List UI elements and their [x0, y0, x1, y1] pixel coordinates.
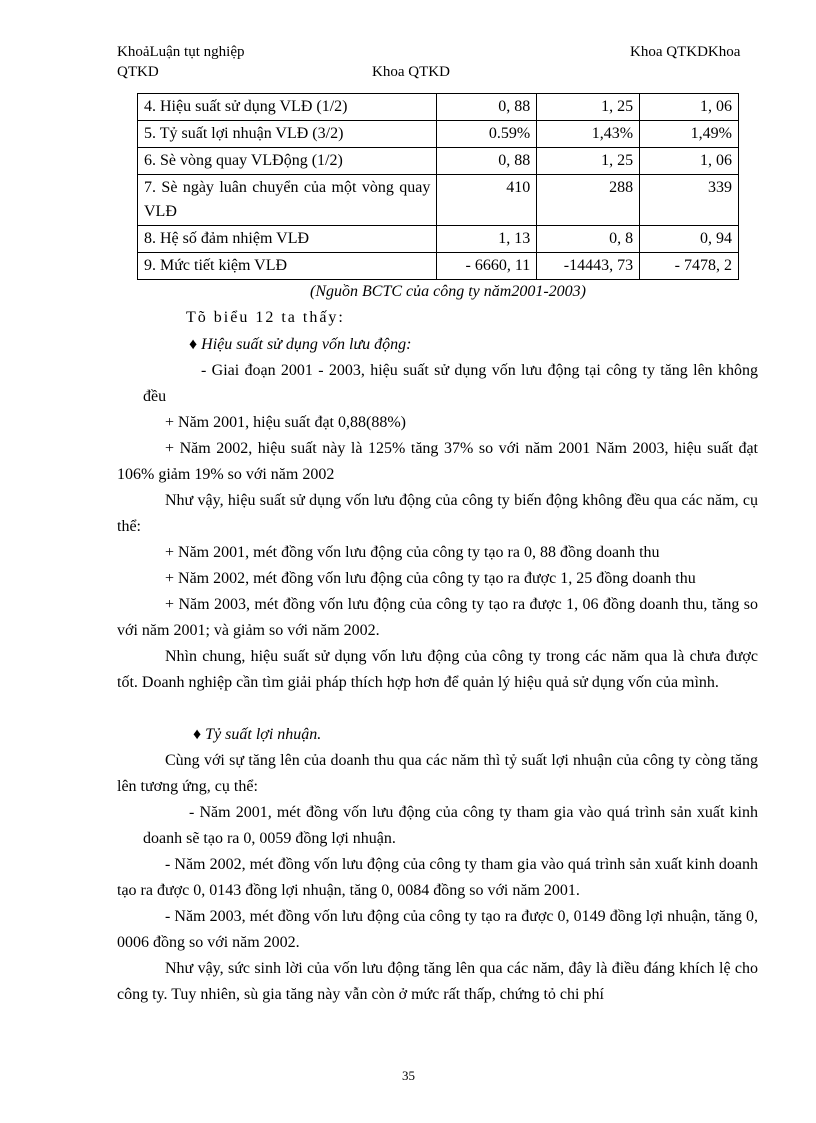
intro-line: Tõ biểu 12 ta thấy: — [186, 309, 345, 326]
page-number: 35 — [402, 1068, 415, 1083]
row-label: 8. Hệ số đảm nhiệm VLĐ — [138, 226, 437, 253]
paragraph: + Năm 2002, mét đồng vốn lưu động của công ty tạo ra được 1, 25 đồng doanh thu — [165, 570, 696, 587]
cell-2001: 0, 88 — [437, 94, 537, 121]
header-right: Khoa QTKDKhoa — [630, 44, 741, 60]
cell-2001: 1, 13 — [437, 226, 537, 253]
paragraph: Nhìn chung, hiệu suất sử dụng vốn lưu động của công ty trong các năm qua là chưa được tốt. Doanh nghiệp cần tìm giải pháp thích hợp hơn để quản lý hiệu quả sử dụng vốn của mình. — [117, 648, 758, 691]
header-left-line1: KhoảLuận tụt nghiệp — [117, 44, 245, 60]
table-row — [138, 121, 739, 148]
paragraph: + Năm 2001, hiệu suất đạt 0,88(88%) — [165, 414, 406, 431]
cell-2003: 1, 06 — [640, 148, 739, 175]
cell-2003: - 7478, 2 — [640, 253, 739, 280]
cell-2002: 1,43% — [537, 121, 640, 148]
heading-efficiency: ♦ Hiệu suất sử dụng vốn lưu động: — [189, 336, 412, 353]
cell-2001: 0, 88 — [437, 148, 537, 175]
paragraph: - Năm 2001, mét đồng vốn lưu động của công ty tham gia vào quá trình sản xuất kinh doanh sẽ tạo ra 0, 0059 đồng lợi nhuận. — [143, 804, 758, 847]
paragraph: - Năm 2002, mét đồng vốn lưu động của công ty tham gia vào quá trình sản xuất kinh doanh tạo ra được 0, 0143 đồng lợi nhuận, tăng 0, 0084 đồng so với năm 2001. — [117, 856, 758, 899]
cell-2001: 410 — [437, 175, 537, 226]
paragraph: + Năm 2001, mét đồng vốn lưu động của công ty tạo ra 0, 88 đồng doanh thu — [165, 544, 660, 561]
cell-2003: 1, 06 — [640, 94, 739, 121]
cell-2003: 0, 94 — [640, 226, 739, 253]
paragraph: - Năm 2003, mét đồng vốn lưu động của công ty tạo ra được 0, 0149 đồng lợi nhuận, tăng 0, 0006 đồng so với năm 2002. — [117, 908, 758, 951]
cell-2002: 1, 25 — [537, 94, 640, 121]
source-note: (Nguồn BCTC của công ty năm2001-2003) — [310, 283, 586, 300]
indicator-table — [137, 93, 739, 280]
row-label: 7. Sè ngày luân chuyển của một vòng quay VLĐ — [138, 175, 437, 226]
paragraph: Như vậy, hiệu suất sử dụng vốn lưu động của công ty biến động không đều qua các năm, cụ thể: — [117, 492, 758, 535]
row-label: 6. Sè vòng quay VLĐộng (1/2) — [138, 148, 437, 175]
header-left-line2: QTKD — [117, 64, 159, 80]
cell-2002: 288 — [537, 175, 640, 226]
paragraph: + Năm 2003, mét đồng vốn lưu động của công ty tạo ra được 1, 06 đồng doanh thu, tăng so với năm 2001; và giảm so với năm 2002. — [117, 596, 758, 639]
header-center: Khoa QTKD — [372, 64, 450, 80]
cell-2003: 1,49% — [640, 121, 739, 148]
table-row — [138, 148, 739, 175]
cell-2002: -14443, 73 — [537, 253, 640, 280]
paragraph: - Giai đoạn 2001 - 2003, hiệu suất sử dụng vốn lưu động tại công ty tăng lên không đều — [143, 362, 758, 405]
table-row — [138, 253, 739, 280]
heading-profit-rate: ♦ Tỷ suất lợi nhuận. — [193, 726, 322, 743]
cell-2002: 1, 25 — [537, 148, 640, 175]
row-label: 4. Hiệu suất sử dụng VLĐ (1/2) — [138, 94, 437, 121]
row-label: 9. Mức tiết kiệm VLĐ — [138, 253, 437, 280]
cell-2002: 0, 8 — [537, 226, 640, 253]
cell-2003: 339 — [640, 175, 739, 226]
paragraph: Cùng với sự tăng lên của doanh thu qua các năm thì tỷ suất lợi nhuận của công ty còng tăng lên tương ứng, cụ thể: — [117, 752, 758, 795]
row-label: 5. Tỷ suất lợi nhuận VLĐ (3/2) — [138, 121, 437, 148]
paragraph: + Năm 2002, hiệu suất này là 125% tăng 37% so với năm 2001 Năm 2003, hiệu suất đạt 106% giảm 19% so với năm 2002 — [117, 440, 758, 483]
cell-2001: - 6660, 11 — [437, 253, 537, 280]
table-row — [138, 175, 739, 226]
table-row — [138, 94, 739, 121]
paragraph: Như vậy, sức sinh lời của vốn lưu động tăng lên qua các năm, đây là điều đáng khích lệ cho công ty. Tuy nhiên, sù gia tăng này vẫn còn ở mức rất thấp, chứng tỏ chi phí — [117, 960, 758, 1003]
cell-2001: 0.59% — [437, 121, 537, 148]
table-row — [138, 226, 739, 253]
